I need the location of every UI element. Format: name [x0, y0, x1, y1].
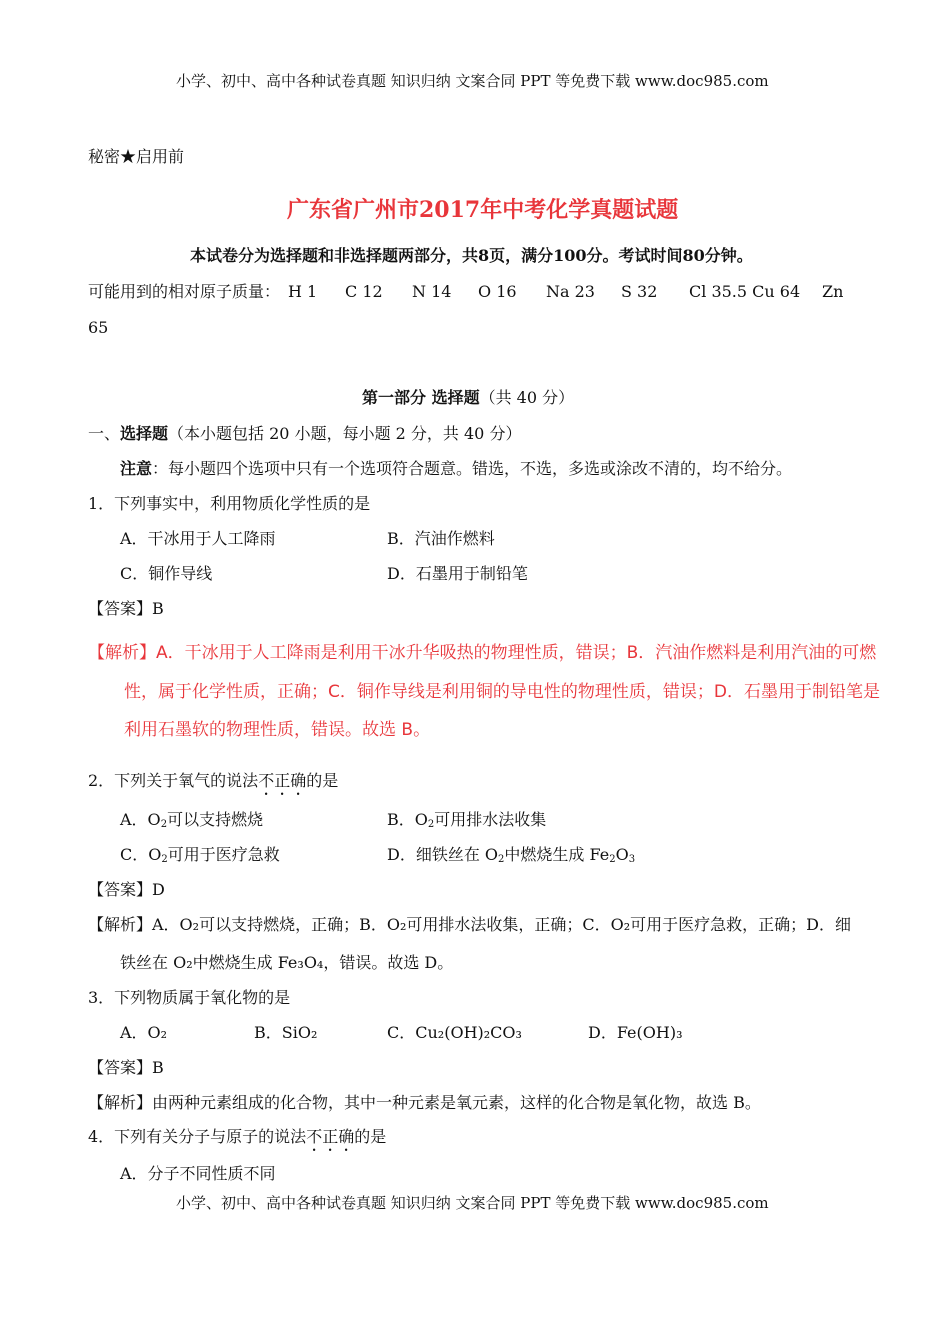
q2-option-a: [120, 810, 263, 830]
q3-stem: 3．下列物质属于氧化物的是: [88, 988, 291, 1007]
q4-option-a: A．分子不同性质不同: [120, 1164, 276, 1183]
q1-stem: 1．下列事实中，利用物质化学性质的是: [88, 494, 371, 513]
q2-stem-emphasis: 不正确: [258, 771, 307, 790]
q3-answer: 【答案】B: [88, 1058, 164, 1077]
q2-option-d: [387, 845, 635, 865]
q2-option-b: [387, 810, 546, 830]
q2-d-text: D．细铁丝在 O: [387, 845, 499, 864]
exam-intro: 本试卷分为选择题和非选择题两部分，共8页，满分100分。考试时间80分钟。: [190, 246, 753, 265]
notice-label: 注意: [120, 459, 153, 478]
q2-stem: [88, 771, 338, 799]
q2-b-text: B．O: [387, 810, 428, 829]
mass-zn-value: 65: [88, 318, 109, 337]
q1-analysis-line3: 利用石墨软的物理性质，错误。故选 B。: [124, 720, 431, 740]
q2-d-text3: O: [615, 845, 629, 864]
q2-a-text: A．O: [120, 810, 161, 829]
q3-analysis: 【解析】由两种元素组成的化合物，其中一种元素是氧元素，这样的化合物是氧化物，故选 B。: [88, 1093, 761, 1112]
atomic-mass-line: [88, 282, 280, 302]
q2-a-text2: 可以支持燃烧: [167, 810, 264, 829]
q2-c-text: C．O: [120, 845, 162, 864]
q1-option-b: B．汽油作燃料: [387, 529, 495, 548]
q2-option-c: [120, 845, 280, 865]
page-title: 广东省广州市2017年中考化学真题试题: [287, 197, 679, 223]
q1-answer: 【答案】B: [88, 599, 164, 618]
q1-analysis-line1: 【解析】A．干冰用于人工降雨是利用干冰升华吸热的物理性质，错误；B．汽油作燃料是利用汽油的可燃: [88, 643, 877, 663]
mass-h: H 1: [288, 282, 318, 301]
q3-option-a: A．O₂: [120, 1023, 168, 1042]
q1-option-d: D．石墨用于制铅笔: [387, 564, 528, 583]
q2-d-sub3: 3: [628, 854, 636, 865]
q2-b-text2: 可用排水法收集: [434, 810, 547, 829]
part1-title: 第一部分 选择题: [362, 388, 480, 407]
mass-zn: Zn: [822, 282, 844, 301]
mass-o: O 16: [478, 282, 517, 301]
secret-label: 秘密★启用前: [88, 147, 185, 166]
q2-b-sub: 2: [427, 819, 435, 830]
q2-c-text2: 可用于医疗急救: [167, 845, 280, 864]
q1-analysis-line2: 性，属于化学性质，正确；C．铜作导线是利用铜的导电性的物理性质，错误；D．石墨用于制铅笔是: [124, 682, 880, 702]
section1-desc: （本小题包括 20 小题，每小题 2 分，共 40 分）: [168, 424, 522, 443]
mass-cl-cu: Cl 35.5 Cu 64: [689, 282, 801, 301]
page-footer: 小学、初中、高中各种试卷真题 知识归纳 文案合同 PPT 等免费下载 www.doc985.com: [176, 1194, 769, 1212]
q2-analysis-line2: 铁丝在 O₂中燃烧生成 Fe₃O₄，错误。故选 D。: [120, 953, 454, 972]
q2-d-sub2: 2: [609, 854, 616, 865]
q4-stem-emphasis: 不正确: [306, 1127, 355, 1146]
q3-option-d: D．Fe(OH)₃: [588, 1023, 683, 1042]
q2-stem-pre: 2．下列关于氧气的说法: [88, 771, 259, 790]
section1-heading: [88, 424, 521, 444]
q1-option-a: A．干冰用于人工降雨: [120, 529, 276, 548]
page-header: 小学、初中、高中各种试卷真题 知识归纳 文案合同 PPT 等免费下载 www.doc985.com: [176, 72, 769, 90]
notice-text: ：每小题四个选项中只有一个选项符合题意。错选，不选，多选或涂改不清的，均不给分。: [152, 459, 793, 478]
q4-stem-pre: 4．下列有关分子与原子的说法: [88, 1127, 307, 1146]
q2-stem-post: 的是: [306, 771, 339, 790]
section1-title: 选择题: [120, 424, 169, 443]
part1-note: （共 40 分）: [479, 388, 575, 407]
q2-c-sub: 2: [161, 854, 168, 865]
q2-d-text2: 中燃烧生成 Fe: [504, 845, 610, 864]
q2-d-sub: 2: [498, 854, 505, 865]
q2-answer: 【答案】D: [88, 880, 165, 899]
q2-a-sub: 2: [160, 819, 168, 830]
section1-notice: [120, 459, 792, 479]
q4-stem: [88, 1127, 386, 1155]
mass-c: C 12: [345, 282, 383, 301]
q3-option-c: C．Cu₂(OH)₂CO₃: [387, 1023, 522, 1042]
atomic-mass-label: 可能用到的相对原子质量：: [88, 282, 281, 301]
mass-s: S 32: [621, 282, 658, 301]
section1-number: 一、: [88, 424, 121, 443]
mass-n: N 14: [412, 282, 452, 301]
mass-na: Na 23: [546, 282, 595, 301]
q3-option-b: B．SiO₂: [254, 1023, 318, 1042]
part1-heading: [362, 388, 574, 408]
q4-stem-post: 的是: [354, 1127, 387, 1146]
q2-analysis-line1: 【解析】A．O₂可以支持燃烧，正确；B．O₂可用排水法收集，正确；C．O₂可用于医疗急救，正确；D．细: [88, 915, 851, 934]
q1-option-c: C．铜作导线: [120, 564, 213, 583]
